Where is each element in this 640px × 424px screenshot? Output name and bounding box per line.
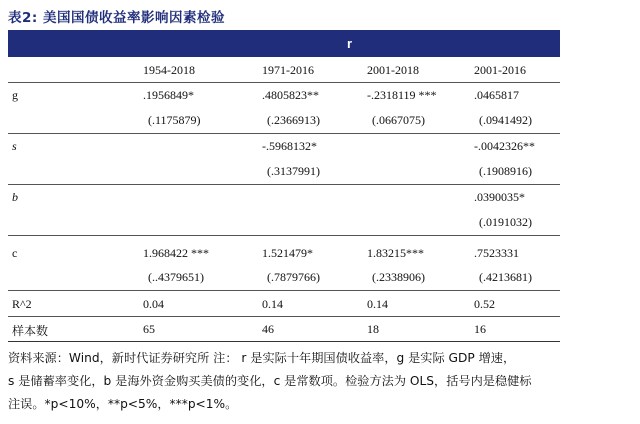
se-cell: (.0191032) [479,215,532,229]
divider [8,133,560,134]
column-header: 2001-2018 [367,63,419,77]
coef-cell: .7523331 [474,246,519,260]
value-cell: 65 [143,322,155,336]
dependent-variable-header [8,30,560,57]
coef-cell: 1.83215*** [367,246,424,260]
coef-cell: -.2318119 *** [367,88,437,102]
divider [8,235,560,236]
column-header: 2001-2016 [474,63,526,77]
divider [8,316,560,317]
coef-cell: .1956849* [143,88,194,102]
se-cell: (.4213681) [479,270,532,284]
dependent-variable-label: r [347,36,353,51]
coef-cell: -.5968132* [262,139,317,153]
value-cell: 0.14 [367,297,388,311]
se-cell: (.3137991) [267,164,320,178]
se-cell: (.1175879) [148,113,201,127]
divider [8,290,560,291]
row-label-b: b [12,190,18,204]
table-title: 表2: 美国国债收益率影响因素检验 [8,10,225,26]
coef-cell: -.0042326** [474,139,535,153]
coef-cell: .0465817 [474,88,519,102]
row-label-s: s [12,139,17,153]
coef-cell: 1.521479* [262,246,313,260]
coef-cell: .0390035* [474,190,525,204]
note-line: 注误。*p<10%，**p<5%，***p<1%。 [8,397,238,411]
value-cell: 16 [474,322,486,336]
se-cell: (.2366913) [267,113,320,127]
se-cell: (.0941492) [479,113,532,127]
note-line: 资料来源：Wind，新时代证券研究所 注： r 是实际十年期国债收益率，g 是实际 GDP 增速， [8,351,516,365]
se-cell: (.1908916) [479,164,532,178]
se-cell: (.7879766) [267,270,320,284]
table-bottom-rule [8,341,560,342]
row-label-c: c [12,246,18,260]
note-line: s 是储蓄率变化，b 是海外资金购买美债的变化，c 是常数项。检验方法为 OLS，括号内是稳健标 [8,374,532,388]
value-cell: 0.04 [143,297,164,311]
column-header: 1954-2018 [143,63,195,77]
row-label-g: g [12,88,18,102]
value-cell: 46 [262,322,274,336]
column-header: 1971-2016 [262,63,314,77]
row-label-r2: R^2 [12,297,32,311]
divider [8,184,560,185]
divider [8,82,560,83]
value-cell: 0.14 [262,297,283,311]
value-cell: 18 [367,322,379,336]
se-cell: (..4379651) [148,270,204,284]
coef-cell: 1.968422 *** [143,246,209,260]
se-cell: (.2338906) [372,270,425,284]
source-note [8,347,638,416]
value-cell: 0.52 [474,297,495,311]
se-cell: (.0667075) [372,113,425,127]
row-label-sample-size: 样本数 [12,324,49,338]
coef-cell: .4805823** [262,88,319,102]
